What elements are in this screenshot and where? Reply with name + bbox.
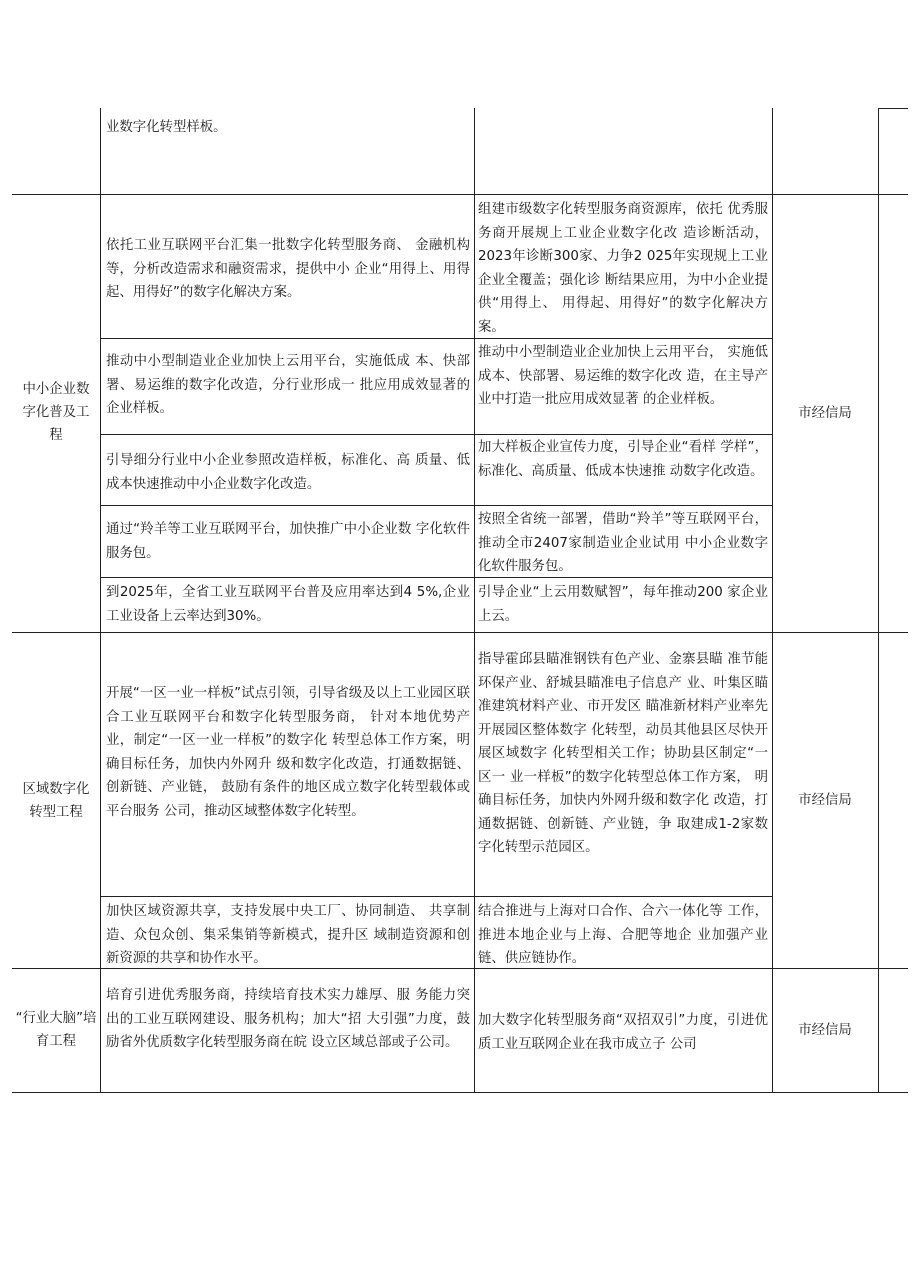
rule-v [474,108,475,1092]
task-cell: 引导企业“上云用数赋智”，每年推动200 家企业上云。 [478,585,768,624]
rule-h [100,434,772,435]
rule-h [12,1092,908,1093]
measure-cell: 加快区域资源共享，支持发展中央工厂、协同制造、 共享制造、众包众创、集采集销等新模式，提升区 域制造资源和创新资源的共享和协作水平。 [106,904,470,966]
task-cell: 推动中小型制造业企业加快上云用平台， 实施低成本、快部署、易运维的数字化改 造，在主导产业中打造一批应用成效显著 的企业样板。 [478,345,768,407]
rule-v [878,108,879,1092]
project-name-cell: 中小企业数字化普及工程 [22,382,90,443]
measure-cell: 业数字化转型样板。 [106,120,227,135]
measure-cell: 开展“一区一业一样板”试点引领，引导省级及以上工业园区联合工业互联网平台和数字化转型服务商， 针对本地优势产业，制定“一区一业一样板”的数字化 转型总体工作方案，明确目标任务，加快内外网升 级和数字化改造，打通数据链、创新链、产业链， 鼓励有条件的地区成立数字化转型载体或平台服务 公司，推动区域整体数字化转型。 [106,686,470,819]
measure-cell: 到2025年，全省工业互联网平台普及应用率达到4 5%,企业工业设备上云率达到30%。 [106,585,470,624]
dept-cell: 市经信局 [798,406,852,421]
rule-h [12,632,908,633]
task-cell: 加大样板企业宣传力度，引导企业“看样 学样”，标准化、高质量、低成本快速推 动数字化改造。 [478,440,768,479]
measure-cell: 培育引进优秀服务商，持续培育技术实力雄厚、服 务能力突出的工业互联网建设、服务机构；加大“招 大引强”力度，鼓励省外优质数字化转型服务商在皖 设立区域总部或子公司。 [106,988,470,1050]
rule-h [100,505,772,506]
measure-cell: 通过“羚羊等工业互联网平台，加快推广中小企业数 字化软件服务包。 [106,522,470,561]
task-cell: 组建市级数字化转型服务商资源库，依托 优秀服务商开展规上工业企业数字化改 造诊断活动，2023年诊断300家、力争2 025年实现规上工业企业全覆盖；强化诊 断结果应用，为中小企业提供“用得上、 用得起、用得好”的数字化解决方案。 [478,202,768,335]
dept-cell: 市经信局 [798,793,852,808]
task-cell: 加大数字化转型服务商“双招双引”力度，引进优质工业互联网企业在我市成立子 公司 [478,1013,768,1052]
dept-cell: 市经信局 [798,1023,852,1038]
rule-h [100,896,772,897]
task-cell: 指导霍邱县瞄准钢铁有色产业、金寨县瞄 准节能环保产业、舒城县瞄准电子信息产 业、叶集区瞄准建筑材料产业、市开发区 瞄准新材料产业率先开展园区整体数字 化转型，动员其他县区尽快开展区域数字 化转型相关工作；协助县区制定“一区一 业一样板”的数字化转型总体工作方案， 明确目标任务，加快内外网升级和数字化 改造，打通数据链、创新链、产业链，争 取建成1-2家数字化转型示范园区。 [478,652,768,855]
measure-cell: 推动中小型制造业企业加快上云用平台，实施低成 本、快部署、易运维的数字化改造，分行业形成一 批应用成效显著的企业样板。 [106,354,470,416]
project-name-cell: 区域数字化转型工程 [22,782,90,820]
measure-cell: 引导细分行业中小企业参照改造样板，标准化、高 质量、低成本快速推动中小企业数字化改造。 [106,453,470,492]
task-cell: 按照全省统一部署，借助“羚羊”等互联网平台，推动全市2407家制造业企业试用 中小企业数字化软件服务包。 [478,512,768,574]
task-cell: 结合推进与上海对口合作、合六一体化等 工作，推进本地企业与上海、合肥等地企 业加强产业链、供应链协作。 [478,904,768,966]
rule-v [100,108,101,1092]
rule-h [12,194,908,195]
project-name-cell: “行业大脑”培育工程 [15,1011,97,1049]
rule-v [772,108,773,1092]
measure-cell: 依托工业互联网平台汇集一批数字化转型服务商、 金融机构等，分析改造需求和融资需求，提供中小 企业“用得上、用得起、用得好”的数字化解决方案。 [106,238,470,300]
rule-h [878,108,908,109]
